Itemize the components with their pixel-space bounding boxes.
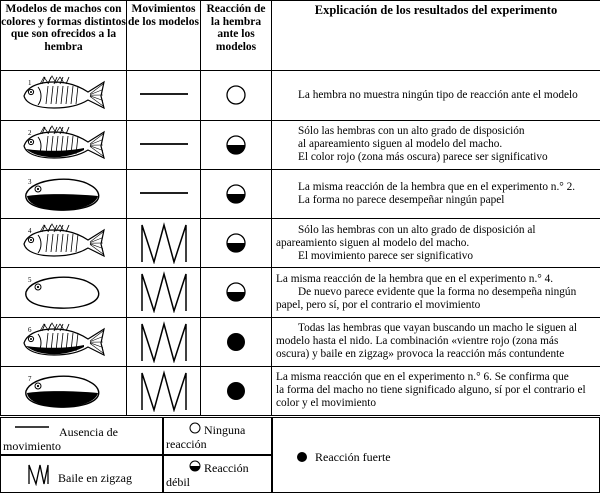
no-movement-icon [134,124,194,166]
header-row [1,1,600,71]
explanation-line: Sólo las hembras con un alto grado de disposición al [298,223,536,236]
movement-cell [127,219,201,268]
legend-weak-reaction-label: Reacción débil [166,461,249,489]
movement-cell [127,120,201,169]
explanation-line: al apareamiento siguen al modelo del macho. [298,138,503,151]
explanation-line: apareamiento siguen al modelo del macho. [276,236,470,249]
legend-strong-reaction-label: Reacción fuerte [315,450,391,464]
half-circle-icon [224,133,248,157]
experiment-number: 4 [28,227,32,236]
explanation-cell [272,219,600,268]
experiment-number: 1 [28,79,32,88]
no-movement-icon [134,173,194,215]
filled-circle-icon [295,450,309,464]
movement-cell [127,268,201,317]
filled-circle-icon [224,330,248,354]
explanation-line: modelo hasta el nido. La combinación «vientre rojo (zona más [276,335,559,348]
zigzag-icon [134,271,194,313]
zigzag-icon [134,222,194,264]
explanation-line: La forma no parece desempeñar ningún papel [298,193,505,206]
table-row [1,71,600,120]
explanation-line: El movimiento parece ser significativo [298,249,474,262]
legend-no-reaction [163,417,272,455]
half-circle-icon [224,182,248,206]
explanation-line: La hembra no muestra ningún tipo de reacción ante el modelo [298,88,578,101]
filled-circle-icon [224,379,248,403]
empty-circle-icon [224,83,248,107]
legend [0,417,600,493]
zigzag-icon [27,462,51,486]
table-row [1,219,600,268]
experiment-number: 3 [28,177,32,186]
reaction-cell [201,366,272,415]
model-cell [1,317,127,366]
movement-cell [127,71,201,120]
explanation-line: papel, pero sí, por el contrario el movimiento [276,298,481,311]
explanation-line: oscura) y baile en zigzag» provoca la reacción más contundente [276,348,565,361]
reaction-cell [201,268,272,317]
table-row [1,366,600,415]
experiment-number: 7 [28,374,32,383]
explanation-line: De nuevo parece evidente que la forma no desempeña ningún [298,285,577,298]
half-circle-icon [224,280,248,304]
model-cell [1,219,127,268]
table-row [1,317,600,366]
experiment-number: 5 [28,276,32,285]
legend-zigzag [0,455,163,493]
table-row [1,120,600,169]
explanation-cell [272,366,600,415]
model-cell [1,71,127,120]
explanation-cell [272,169,600,218]
explanation-cell [272,268,600,317]
explanation-line: El color rojo (zona más oscura) parece ser significativo [298,151,548,164]
table-row [1,169,600,218]
header-reaction: Reacción de la hembra ante los modelos [201,1,272,71]
reaction-cell [201,317,272,366]
header-movements: Movimientos de los modelos [127,1,201,71]
experiment-number: 6 [28,325,32,334]
legend-no-movement-label: Ausencia de movimiento [3,425,118,453]
experiment-number: 2 [28,128,32,137]
reaction-cell [201,71,272,120]
legend-no-reaction-label: Ninguna reacción [166,423,246,451]
legend-weak-reaction [163,455,272,493]
legend-no-movement [0,417,163,455]
explanation-line: La misma reacción de la hembra que en el experimento n.° 4. [276,272,554,285]
header-explanation: Explicación de los resultados del experimento [272,1,600,71]
explanation-line: La misma reacción de la hembra que en el experimento n.° 2. [298,180,576,193]
model-cell [1,268,127,317]
model-cell [1,120,127,169]
zigzag-icon [134,370,194,412]
explanation-cell [272,120,600,169]
zigzag-icon [134,321,194,363]
explanation-line: Todas las hembras que vayan buscando un macho le siguen al [298,322,578,335]
explanation-line: La misma reacción que en el experimento n.° 6. Se confirma que [276,371,569,384]
movement-cell [127,366,201,415]
explanation-line: la forma del macho no tiene significado alguno, sí por el contrario el [276,384,586,397]
reaction-cell [201,120,272,169]
explanation-line: Sólo las hembras con un alto grado de disposición [298,125,525,138]
half-circle-icon [224,231,248,255]
reaction-cell [201,169,272,218]
legend-strong-reaction [272,417,600,493]
reaction-cell [201,219,272,268]
model-cell [1,366,127,415]
legend-zigzag-label: Baile en zigzag [58,471,132,485]
explanation-cell [272,71,600,120]
table-row [1,268,600,317]
no-movement-icon [134,74,194,116]
model-cell [1,169,127,218]
movement-cell [127,317,201,366]
header-models: Modelos de machos con colores y formas distintos que son ofrecidos a la hembra [1,1,127,71]
explanation-line: color y el movimiento [276,397,377,410]
explanation-cell [272,317,600,366]
movement-cell [127,169,201,218]
